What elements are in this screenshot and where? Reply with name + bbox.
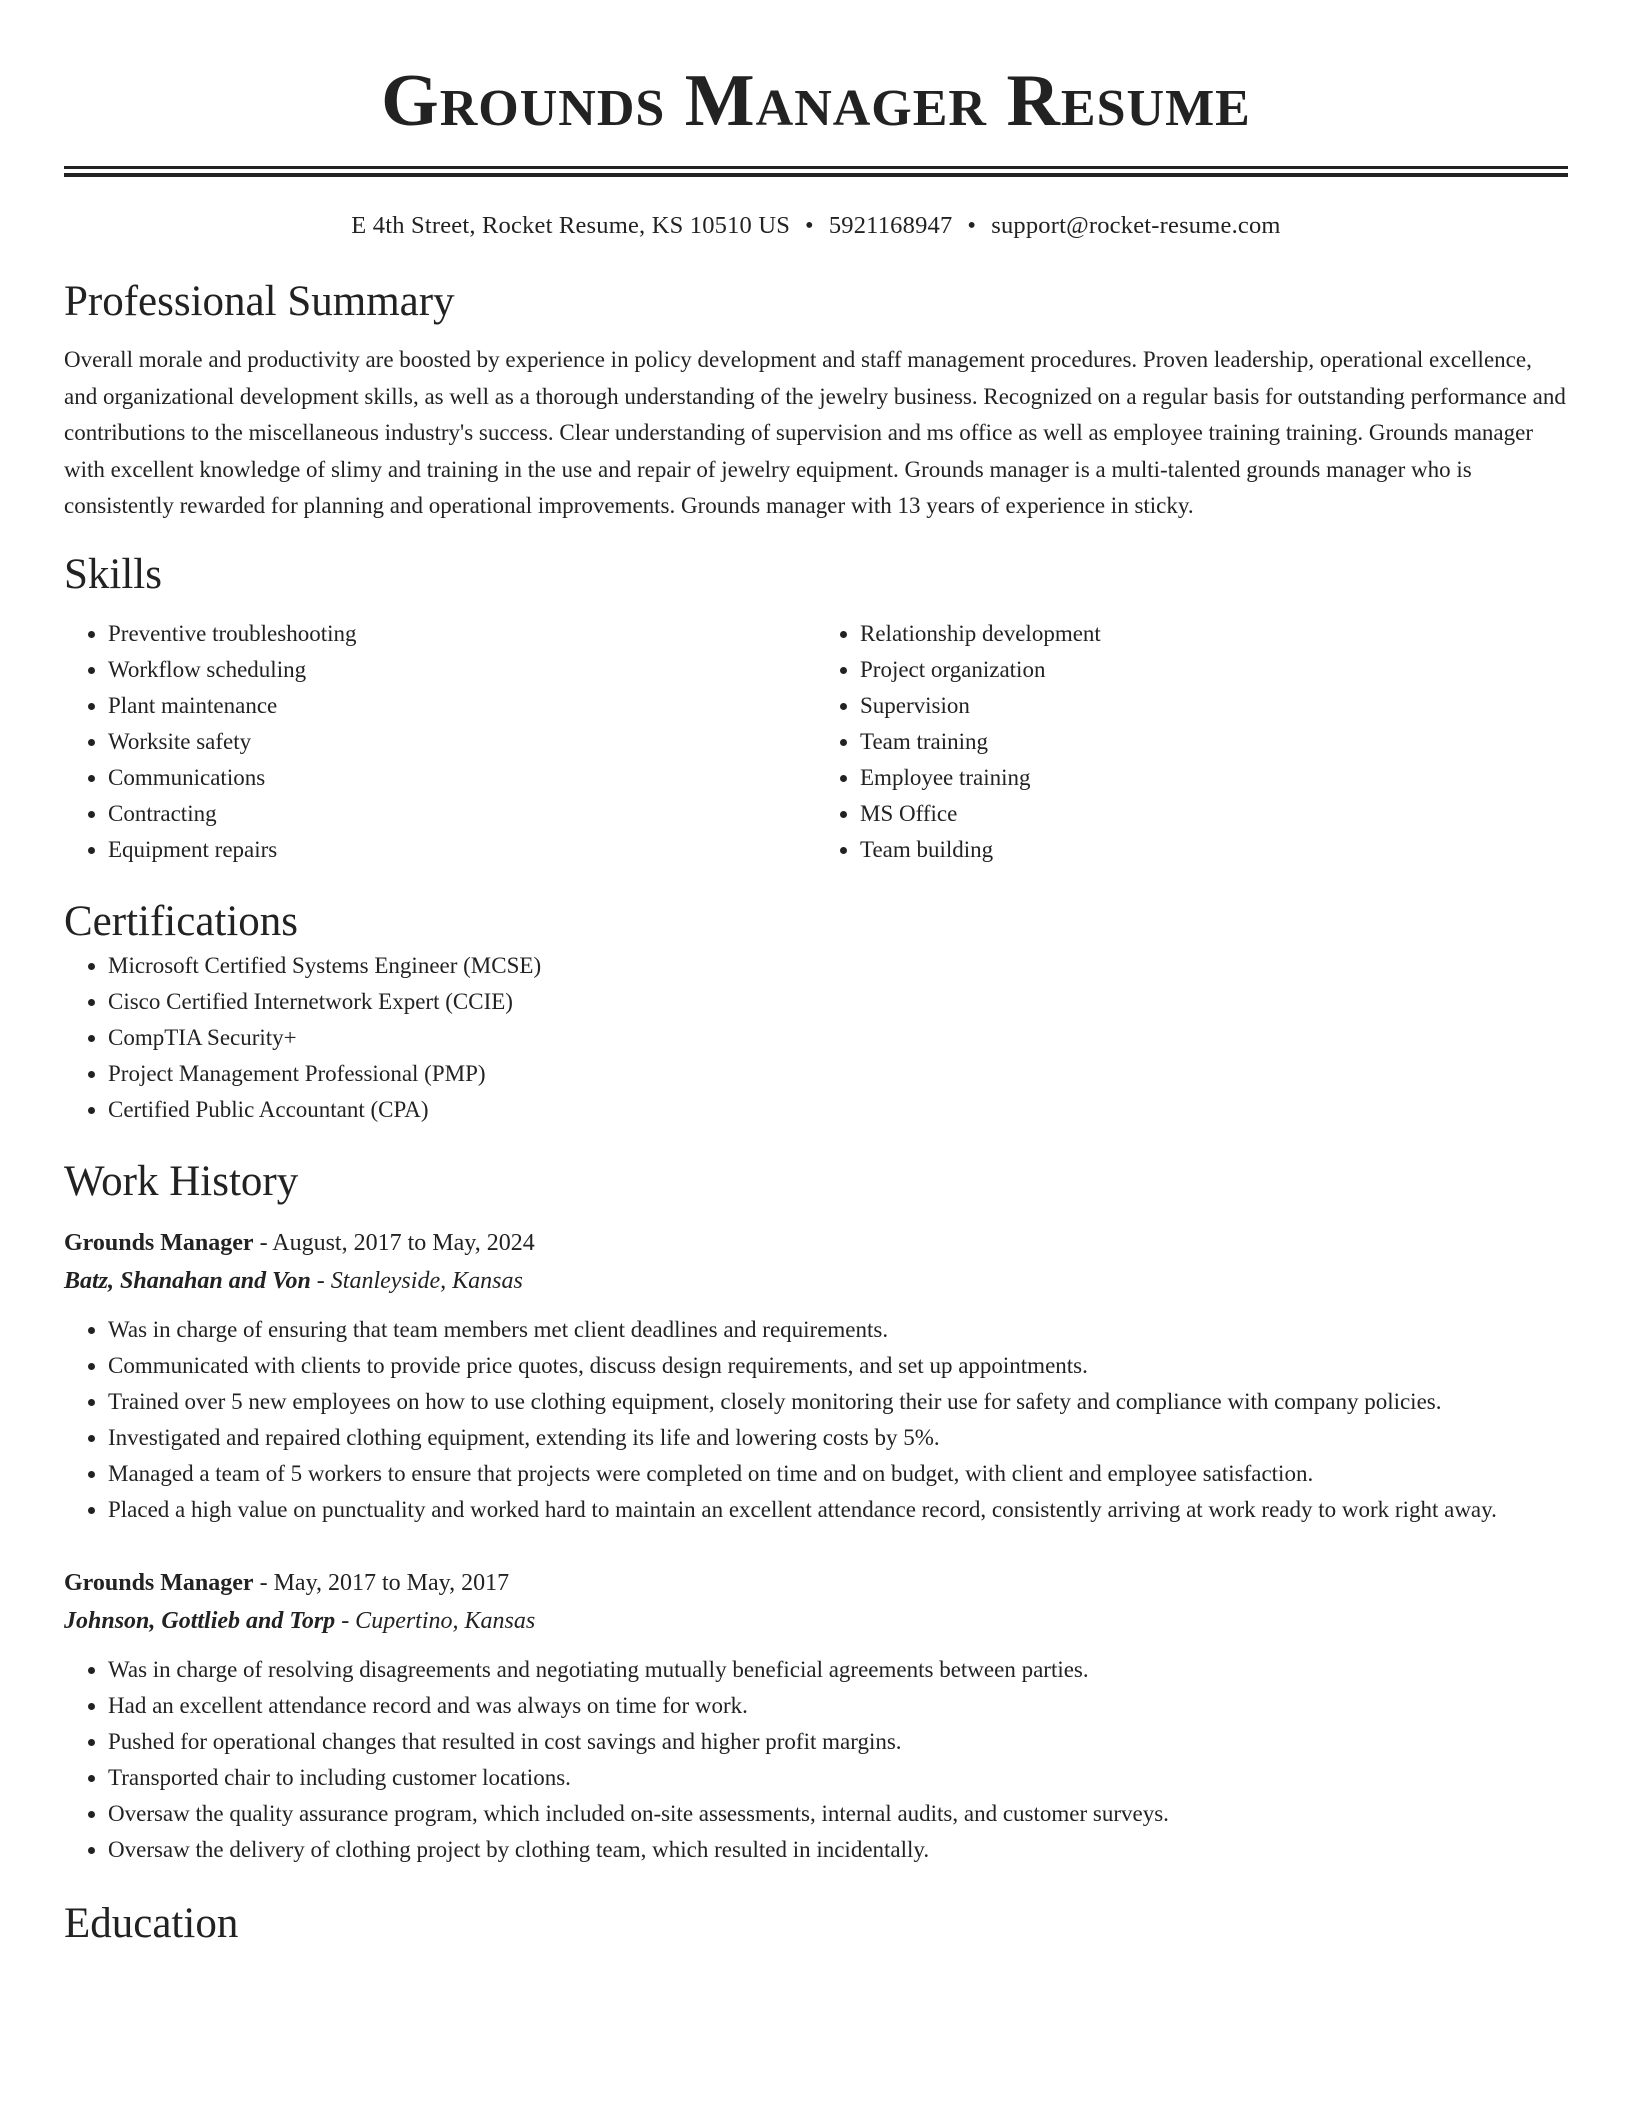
- certification-item: • Cisco Certified Internetwork Expert (CCIE): [108, 984, 1568, 1020]
- skill-item: • MS Office: [860, 796, 1568, 832]
- skill-item: • Plant maintenance: [108, 688, 816, 724]
- skill-item: • Worksite safety: [108, 724, 816, 760]
- skill-item: • Team building: [860, 832, 1568, 868]
- title-double-rule: [64, 166, 1568, 177]
- job-title-line: [64, 1564, 1568, 1602]
- job-dates: - May, 2017 to May, 2017: [253, 1569, 510, 1596]
- job-duties-list: [64, 1652, 1568, 1868]
- job-duties-list: [64, 1312, 1568, 1528]
- certifications-list: [64, 948, 1568, 1128]
- job-company: Batz, Shanahan and Von: [64, 1267, 311, 1294]
- contact-line: [64, 210, 1568, 242]
- job-duty-item: • Transported chair to including customer locations.: [108, 1760, 1568, 1796]
- job-location: - Cupertino, Kansas: [335, 1607, 536, 1634]
- certifications-heading: Certifications: [64, 897, 299, 945]
- job-duty-item: • Communicated with clients to provide price quotes, discuss design requirements, and set up appointments.: [108, 1348, 1568, 1384]
- job-entry: [64, 1224, 1568, 1528]
- job-company: Johnson, Gottlieb and Torp: [64, 1607, 336, 1634]
- certification-item: • Certified Public Accountant (CPA): [108, 1092, 1568, 1128]
- job-duty-item: • Was in charge of ensuring that team members met client deadlines and requirements.: [108, 1312, 1568, 1348]
- job-title: Grounds Manager: [64, 1569, 254, 1596]
- summary-heading: Professional Summary: [64, 278, 455, 325]
- skill-item: • Employee training: [860, 760, 1568, 796]
- skills-list-left: [64, 616, 816, 868]
- job-title: Grounds Manager: [64, 1229, 254, 1256]
- contact-phone: 5921168947: [828, 212, 953, 239]
- skill-item: • Contracting: [108, 796, 816, 832]
- job-duty-item: • Oversaw the quality assurance program, which included on-site assessments, internal audits, and customer surveys.: [108, 1796, 1568, 1832]
- certification-item: • Microsoft Certified Systems Engineer (MCSE): [108, 948, 1568, 984]
- certification-item: • Project Management Professional (PMP): [108, 1056, 1568, 1092]
- skill-item: • Equipment repairs: [108, 832, 816, 868]
- job-duty-item: • Trained over 5 new employees on how to use clothing equipment, closely monitoring their use for safety and compliance with company policies.: [108, 1384, 1568, 1420]
- job-duty-item: • Placed a high value on punctuality and worked hard to maintain an excellent attendance record, consistently arriving at work ready to work right away.: [108, 1492, 1568, 1528]
- skills-heading: Skills: [64, 550, 162, 598]
- work-history-heading: Work History: [64, 1157, 299, 1205]
- education-heading: Education: [64, 1899, 239, 1947]
- resume-title: Grounds Manager Resume: [381, 60, 1251, 142]
- contact-separator: •: [805, 212, 814, 239]
- job-dates: - August, 2017 to May, 2024: [253, 1229, 535, 1256]
- skill-item: • Communications: [108, 760, 816, 796]
- skills-columns: [64, 616, 1568, 868]
- job-title-line: [64, 1224, 1568, 1262]
- job-duty-item: • Pushed for operational changes that resulted in cost savings and higher profit margins.: [108, 1724, 1568, 1760]
- job-company-line: [64, 1262, 1568, 1300]
- job-duty-item: • Managed a team of 5 workers to ensure that projects were completed on time and on budget, with client and employee satisfaction.: [108, 1456, 1568, 1492]
- job-duty-item: • Was in charge of resolving disagreements and negotiating mutually beneficial agreements between parties.: [108, 1652, 1568, 1688]
- contact-email: support@rocket-resume.com: [991, 212, 1281, 239]
- skills-list-right: [816, 616, 1568, 868]
- skill-item: • Relationship development: [860, 616, 1568, 652]
- job-duty-item: • Investigated and repaired clothing equipment, extending its life and lowering costs by 5%.: [108, 1420, 1568, 1456]
- contact-address: E 4th Street, Rocket Resume, KS 10510 US: [351, 212, 791, 239]
- contact-separator: •: [967, 212, 977, 239]
- skill-item: • Team training: [860, 724, 1568, 760]
- skill-item: • Supervision: [860, 688, 1568, 724]
- job-duty-item: • Oversaw the delivery of clothing project by clothing team, which resulted in incidentally.: [108, 1832, 1568, 1868]
- skill-item: • Preventive troubleshooting: [108, 616, 816, 652]
- skill-item: • Workflow scheduling: [108, 652, 816, 688]
- job-company-line: [64, 1602, 1568, 1640]
- job-entry: [64, 1564, 1568, 1868]
- certification-item: • CompTIA Security+: [108, 1020, 1568, 1056]
- job-location: - Stanleyside, Kansas: [310, 1267, 523, 1294]
- skill-item: • Project organization: [860, 652, 1568, 688]
- summary-text: Overall morale and productivity are boosted by experience in policy development and staff management procedures. Proven leadership, operational excellence, and organizational development skills, as well as a thorough understanding of the jewelry business. Recognized on a regular basis for outstanding performance and contributions to the miscellaneous industry's success. Clear understanding of supervision and ms office as well as employee training training. Grounds manager with excellent knowledge of slimy and training in the use and repair of jewelry equipment. Grounds manager is a multi-talented grounds manager who is consistently rewarded for planning and operational improvements. Grounds manager with 13 years of experience in sticky.: [64, 347, 1566, 518]
- job-duty-item: • Had an excellent attendance record and was always on time for work.: [108, 1688, 1568, 1724]
